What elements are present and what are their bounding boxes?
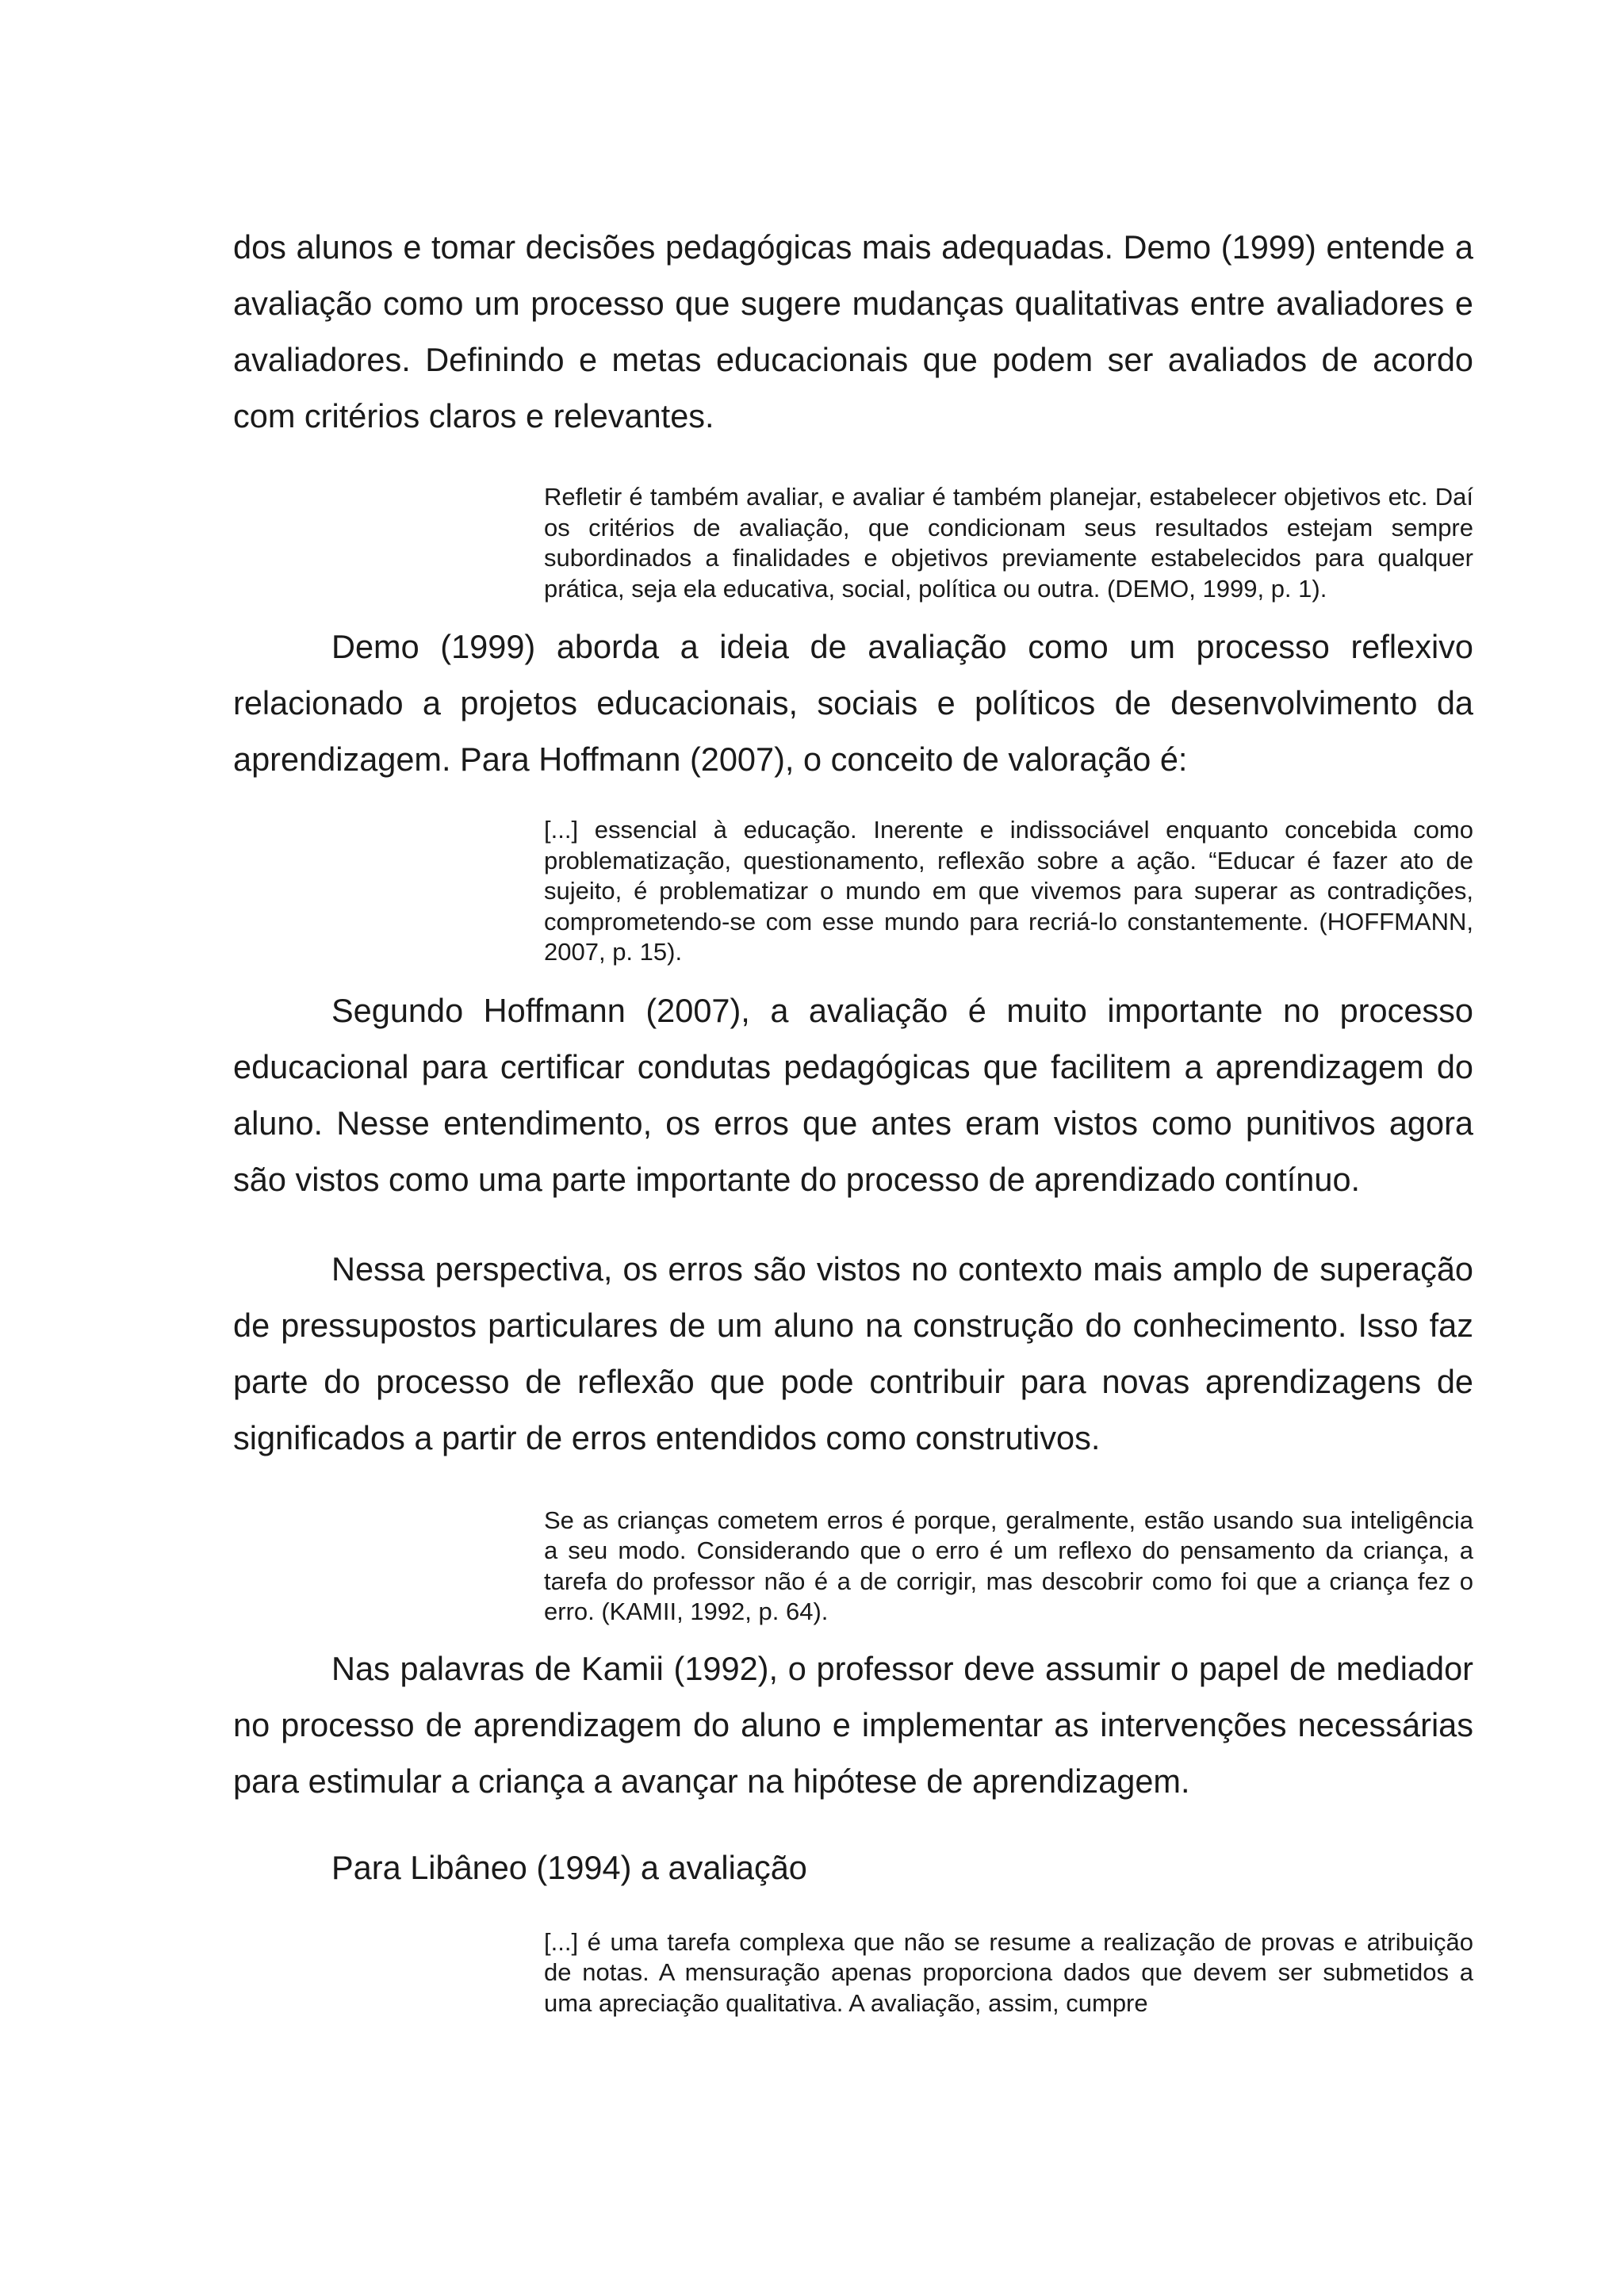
document-page <box>233 219 1473 2019</box>
block-quote-kamii <box>544 1506 1473 1628</box>
quote-text: [...] essencial à educação. Inerente e indissociável enquanto concebida como problematização, questionamento, reflexão sobre a ação. “Educar é fazer ato de sujeito, é problematizar o mundo em que vivemos para superar as contradições, comprometendo-se com esse mundo para recriá-lo constantemente. (HOFFMANN, 2007, p. 15). <box>544 816 1473 966</box>
block-quote-demo <box>544 482 1473 604</box>
block-quote-libaneo <box>544 1927 1473 2019</box>
paragraph-6: Para Libâneo (1994) a avaliação <box>331 1848 807 1886</box>
paragraph-3: Segundo Hoffmann (2007), a avaliação é muito importante no processo educacional para certificar condutas pedagógicas que facilitem a aprendizagem do aluno. Nesse entendimento, os erros que antes eram vistos como punitivos agora são vistos como uma parte importante do processo de aprendizado contínuo. <box>233 991 1473 1198</box>
paragraph-2: Demo (1999) aborda a ideia de avaliação como um processo reflexivo relacionado a projetos educacionais, sociais e políticos de desenvolvimento da aprendizagem. Para Hoffmann (2007), o conceito de valoração é: <box>233 628 1473 778</box>
quote-text: Se as crianças cometem erros é porque, geralmente, estão usando sua inteligência a seu modo. Considerando que o erro é um reflexo do pensamento da criança, a tarefa do professor não é a de corrigir, mas descobrir como foi que a criança fez o erro. (KAMII, 1992, p. 64). <box>544 1506 1473 1625</box>
quote-text: Refletir é também avaliar, e avaliar é também planejar, estabelecer objetivos etc. Daí os critérios de avaliação, que condicionam seus resultados estejam sempre subordinados a finalidades e objetivos previamente estabelecidos para qualquer prática, seja ela educativa, social, política ou outra. (DEMO, 1999, p. 1). <box>544 483 1473 603</box>
block-quote-hoffmann <box>544 815 1473 968</box>
quote-text: [...] é uma tarefa complexa que não se resume a realização de provas e atribuição de notas. A mensuração apenas proporciona dados que devem ser submetidos a uma apreciação qualitativa. A avaliação, assim, cumpre <box>544 1927 1473 2017</box>
paragraph-5: Nas palavras de Kamii (1992), o professor deve assumir o papel de mediador no processo de aprendizagem do aluno e implementar as intervenções necessárias para estimular a criança a avançar na hipótese de aprendizagem. <box>233 1649 1473 1800</box>
paragraph-4: Nessa perspectiva, os erros são vistos no contexto mais amplo de superação de pressupostos particulares de um aluno na construção do conhecimento. Isso faz parte do processo de reflexão que pode contribuir para novas aprendizagens de significados a partir de erros entendidos como construtivos. <box>233 1249 1473 1456</box>
paragraph-1: dos alunos e tomar decisões pedagógicas mais adequadas. Demo (1999) entende a avaliação como um processo que sugere mudanças qualitativas entre avaliadores e avaliadores. Definindo e metas educacionais que podem ser avaliados de acordo com critérios claros e relevantes. <box>233 228 1473 434</box>
